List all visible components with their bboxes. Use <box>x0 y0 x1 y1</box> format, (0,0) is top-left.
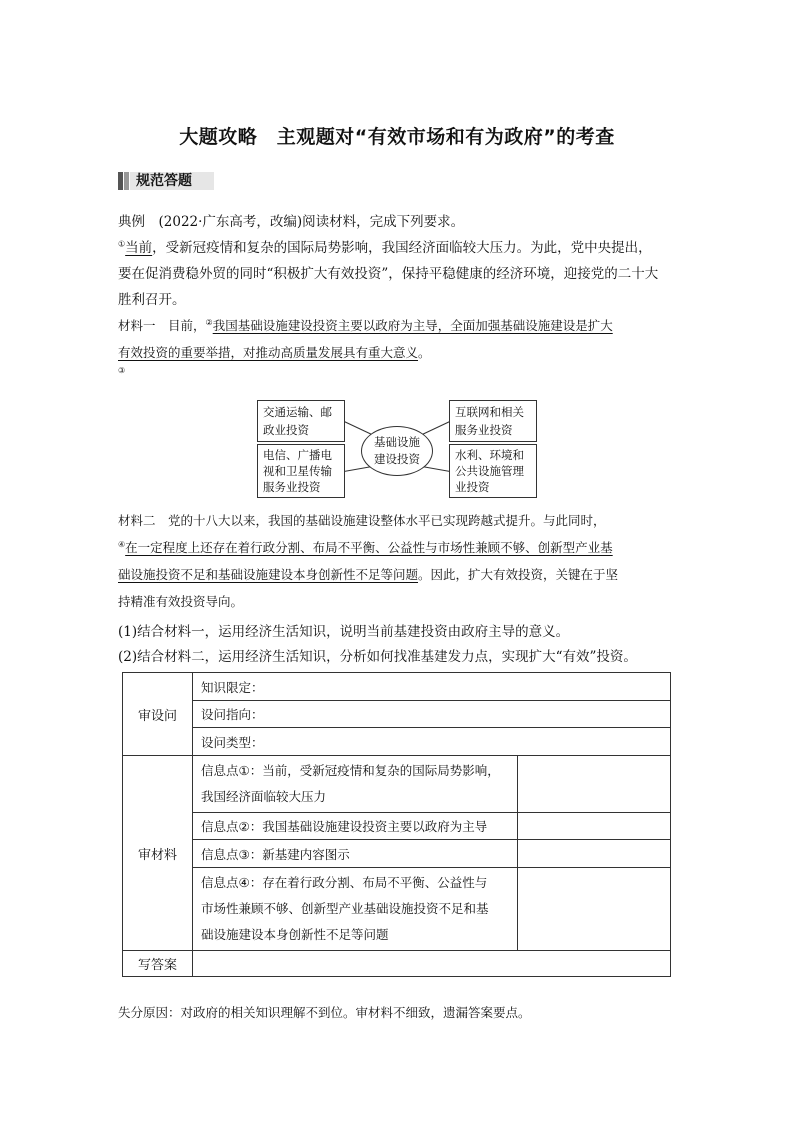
table-head-xiedaan: 写答案 <box>123 951 193 977</box>
diagram-center <box>361 426 433 476</box>
info1-label: 信息点①： <box>201 763 263 778</box>
infrastructure-diagram <box>257 396 537 496</box>
loss-reason: 失分原因：对政府的相关知识理解不到位。审材料不细致，遗漏答案要点。 <box>118 1005 531 1020</box>
question-1: (1)结合材料一，运用经济生活知识，说明当前基建投资由政府主导的意义。 <box>118 624 570 640</box>
table-head-shenshewen: 审设问 <box>123 673 193 756</box>
marker-2: ② <box>205 317 213 327</box>
marker-4: ④ <box>118 539 126 549</box>
info2-text: 我国基础设施建设投资主要以政府为主导 <box>262 819 488 834</box>
section-bar-dark <box>118 172 123 190</box>
diagram-box-top-left <box>257 400 345 442</box>
marker-3: ③ <box>118 366 126 375</box>
intro-line-2: 要在促消费稳外贸的同时“积极扩大有效投资”，保持平稳健康的经济环境，迎接党的二十大 <box>118 266 659 282</box>
diagram-text: 基础设施 <box>374 435 420 449</box>
table-answer-cell-4[interactable] <box>518 868 671 951</box>
material2-line-4: 持精准有效投资导向。 <box>118 594 244 609</box>
diagram-box-bottom-right <box>449 444 537 498</box>
diagram-text: 视和卫星传输 <box>263 464 332 478</box>
intro-line-3: 胜利召开。 <box>118 292 186 308</box>
table-cell-info2 <box>193 813 518 840</box>
material2-underlined-1: 在一定程度上还存在着行政分割、布局不平衡、公益性与市场性兼顾不够、创新型产业基 <box>125 540 613 555</box>
intro-line-1 <box>118 236 678 256</box>
table-answer-cell-final[interactable] <box>193 951 671 977</box>
info2-label: 信息点②： <box>201 819 263 834</box>
material2-rest-2: 。因此，扩大有效投资，关键在于坚 <box>418 567 619 582</box>
table-cell-info3 <box>193 840 518 868</box>
intro-rest-1: ，受新冠疫情和复杂的国际局势影响，我国经济面临较大压力。为此，党中央提出， <box>152 240 652 256</box>
question-2: (2)结合材料二，运用经济生活知识，分析如何找准基建发力点，实现扩大“有效”投资。 <box>118 649 637 665</box>
diagram-text: 建设投资 <box>374 452 420 466</box>
table-answer-cell-2[interactable] <box>518 813 671 840</box>
material1-underlined-1: 我国基础设施建设投资主要以政府为主导，全面加强基础设施建设是扩大 <box>212 318 613 333</box>
material1-line-1 <box>118 316 678 334</box>
material1-underlined-2: 有效投资的重要举措，对推动高质量发展具有重大意义 <box>118 345 419 360</box>
section-bar-light <box>124 172 129 190</box>
material1-prefix: 目前， <box>155 318 206 333</box>
table-cell-leixing: 设问类型： <box>193 728 671 756</box>
example-line: 典例 (2022·广东高考，改编)阅读材料，完成下列要求。 <box>118 214 465 230</box>
intro-underlined: 当前 <box>125 240 153 256</box>
material2-line-3 <box>118 565 678 583</box>
material1-line-2 <box>118 343 678 361</box>
material2-underlined-2: 础设施投资不足和基础设施建设本身创新性不足等问题 <box>118 567 419 582</box>
table-answer-cell-3[interactable] <box>518 840 671 868</box>
info3-label: 信息点③： <box>201 846 263 862</box>
page-title: 大题攻略 主观题对“有效市场和有为政府”的考查 <box>179 126 615 148</box>
table-head-shencailiao: 审材料 <box>123 756 193 951</box>
diagram-text: 政业投资 <box>263 423 309 437</box>
info4-label: 信息点④： <box>201 875 263 890</box>
info4-text-b: 市场性兼顾不够、创新型产业基础设施投资不足和基 <box>201 901 489 916</box>
analysis-table <box>122 672 671 977</box>
table-cell-zhixiang: 设问指向： <box>193 701 671 728</box>
table-answer-cell-1[interactable] <box>518 756 671 813</box>
section-label: 规范答题 <box>130 172 214 190</box>
diagram-text: 公共设施管理 <box>455 464 524 478</box>
section-header <box>118 172 214 190</box>
material2-line-1 <box>118 511 678 529</box>
table-cell-info1 <box>193 756 518 813</box>
diagram-box-top-right <box>449 400 537 442</box>
info4-text-c: 础设施建设本身创新性不足等问题 <box>201 927 389 942</box>
info4-text-a: 存在着行政分割、布局不平衡、公益性与 <box>262 875 488 890</box>
material1-end: 。 <box>418 345 431 360</box>
info1-text-b: 我国经济面临较大压力 <box>201 789 327 804</box>
table-cell-info4 <box>193 868 518 951</box>
material2-line-2 <box>118 538 678 556</box>
info1-text-a: 当前，受新冠疫情和复杂的国际局势影响， <box>262 763 500 778</box>
diagram-text: 互联网和相关 <box>455 405 524 419</box>
diagram-box-bottom-left <box>257 444 345 498</box>
diagram-text: 水利、环境和 <box>455 448 524 462</box>
diagram-text: 服务业投资 <box>455 423 513 437</box>
material2-label: 材料二 <box>118 513 156 528</box>
material1-marker3-line <box>118 366 678 381</box>
diagram-text: 业投资 <box>455 480 490 494</box>
diagram-text: 电信、广播电 <box>263 448 332 462</box>
marker-1: ① <box>118 239 126 249</box>
info3-text: 新基建内容图示 <box>262 846 350 862</box>
material2-line1-text: 党的十八大以来，我国的基础设施建设整体水平已实现跨越式提升。与此同时， <box>155 513 606 528</box>
diagram-text: 服务业投资 <box>263 480 321 494</box>
diagram-text: 交通运输、邮 <box>263 405 332 419</box>
material1-label: 材料一 <box>118 318 156 333</box>
table-cell-zhishi: 知识限定： <box>193 673 671 701</box>
